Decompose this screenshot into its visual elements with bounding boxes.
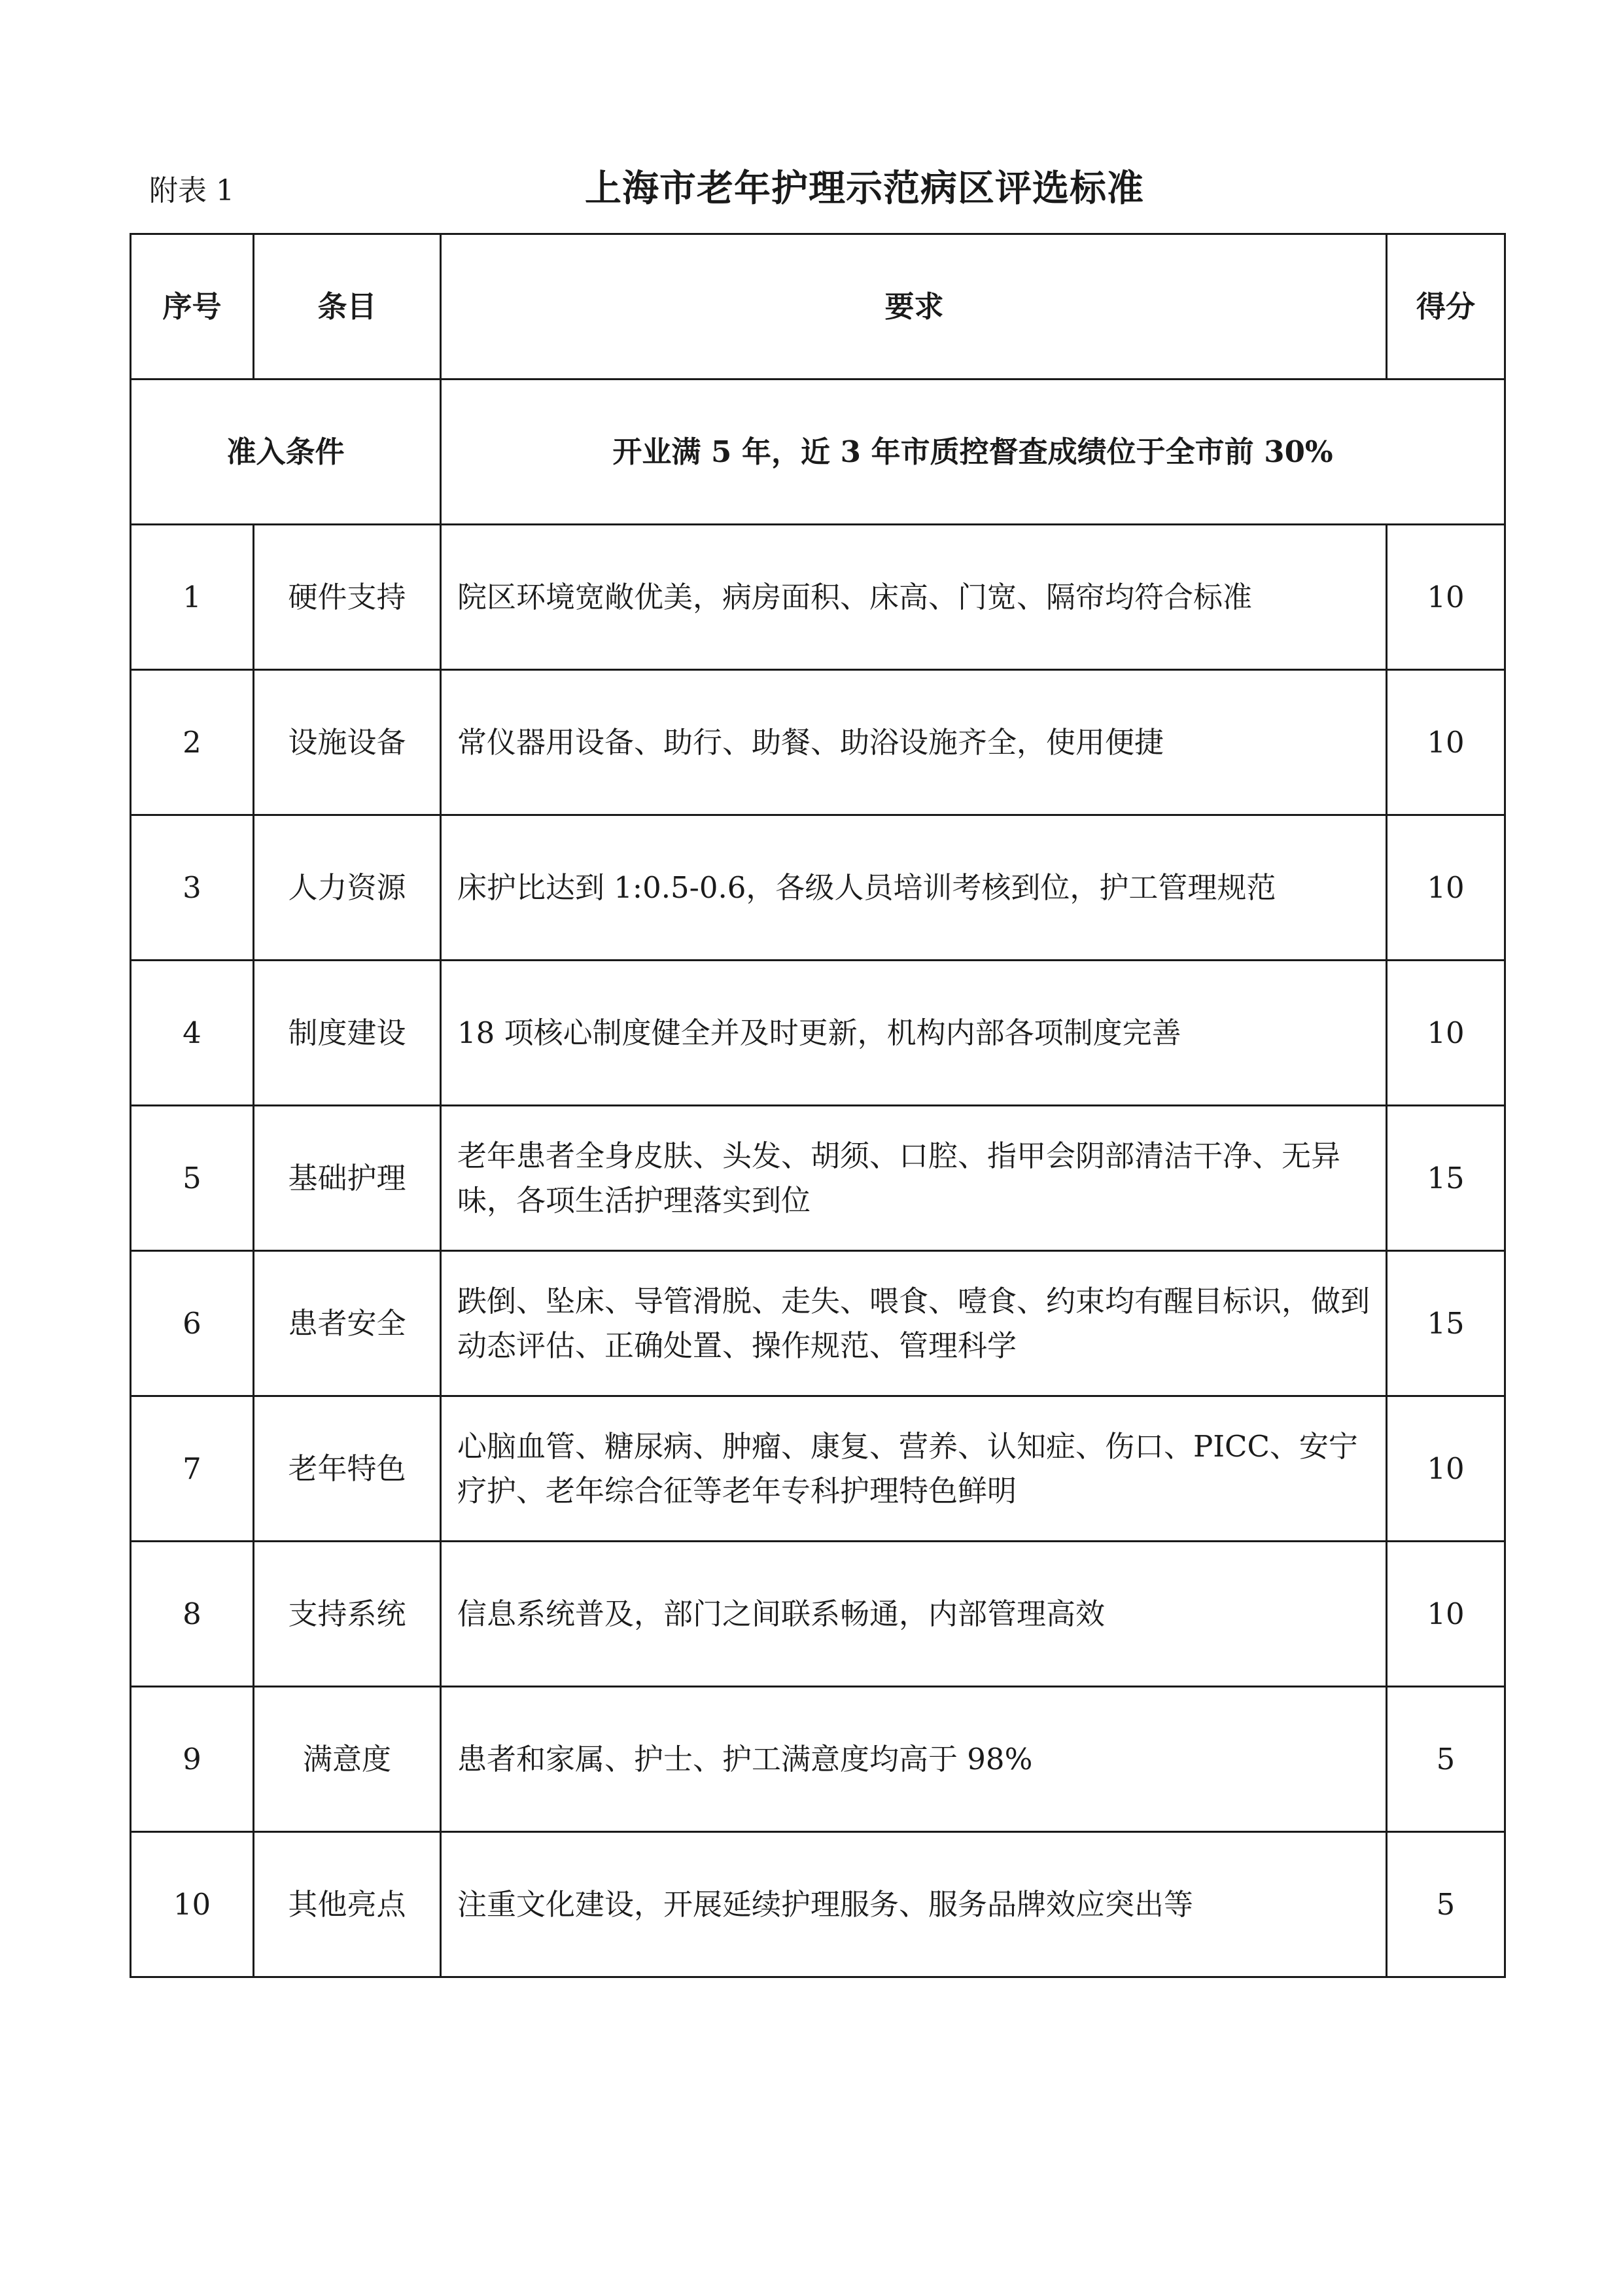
row-number: 6 xyxy=(131,1251,254,1396)
annex-label: 附表 1 xyxy=(149,174,234,207)
row-number: 10 xyxy=(131,1832,254,1977)
row-item: 制度建设 xyxy=(254,961,441,1106)
row-score: 10 xyxy=(1387,525,1505,670)
row-score: 15 xyxy=(1387,1106,1505,1251)
row-score: 10 xyxy=(1387,1396,1505,1542)
row-number: 1 xyxy=(131,525,254,670)
row-item: 人力资源 xyxy=(254,815,441,961)
row-item: 硬件支持 xyxy=(254,525,441,670)
header-requirement: 要求 xyxy=(441,234,1387,380)
entry-condition-row xyxy=(131,380,1505,525)
document-title: 上海市老年护理示范病区评选标准 xyxy=(585,167,1144,210)
row-number: 5 xyxy=(131,1106,254,1251)
row-number: 4 xyxy=(131,961,254,1106)
entry-condition-text: 开业满 5 年，近 3 年市质控督查成绩位于全市前 30% xyxy=(441,380,1505,525)
row-score: 10 xyxy=(1387,1542,1505,1687)
row-requirement: 信息系统普及，部门之间联系畅通，内部管理高效 xyxy=(441,1542,1387,1687)
table-row xyxy=(131,670,1505,815)
row-requirement: 床护比达到 1:0.5-0.6，各级人员培训考核到位，护工管理规范 xyxy=(441,815,1387,961)
row-score: 5 xyxy=(1387,1832,1505,1977)
table-row xyxy=(131,815,1505,961)
entry-condition-label: 准入条件 xyxy=(131,380,441,525)
row-number: 3 xyxy=(131,815,254,961)
row-item: 患者安全 xyxy=(254,1251,441,1396)
criteria-table xyxy=(130,233,1506,1978)
row-number: 9 xyxy=(131,1687,254,1832)
row-requirement: 院区环境宽敞优美，病房面积、床高、门宽、隔帘均符合标准 xyxy=(441,525,1387,670)
row-item: 设施设备 xyxy=(254,670,441,815)
row-requirement: 患者和家属、护士、护工满意度均高于 98% xyxy=(441,1687,1387,1832)
row-score: 10 xyxy=(1387,961,1505,1106)
row-requirement: 注重文化建设，开展延续护理服务、服务品牌效应突出等 xyxy=(441,1832,1387,1977)
row-requirement: 跌倒、坠床、导管滑脱、走失、喂食、噎食、约束均有醒目标识，做到动态评估、正确处置、操作规范、管理科学 xyxy=(441,1251,1387,1396)
row-score: 5 xyxy=(1387,1687,1505,1832)
row-number: 7 xyxy=(131,1396,254,1542)
table-row xyxy=(131,1251,1505,1396)
row-score: 10 xyxy=(1387,815,1505,961)
row-requirement: 18 项核心制度健全并及时更新，机构内部各项制度完善 xyxy=(441,961,1387,1106)
row-number: 2 xyxy=(131,670,254,815)
table-row xyxy=(131,1396,1505,1542)
row-item: 老年特色 xyxy=(254,1396,441,1542)
table-row xyxy=(131,525,1505,670)
row-item: 满意度 xyxy=(254,1687,441,1832)
table-row xyxy=(131,1106,1505,1251)
row-item: 基础护理 xyxy=(254,1106,441,1251)
row-item: 其他亮点 xyxy=(254,1832,441,1977)
row-requirement: 常仪器用设备、助行、助餐、助浴设施齐全，使用便捷 xyxy=(441,670,1387,815)
header-number: 序号 xyxy=(131,234,254,380)
row-item: 支持系统 xyxy=(254,1542,441,1687)
table-row xyxy=(131,1542,1505,1687)
row-score: 15 xyxy=(1387,1251,1505,1396)
row-number: 8 xyxy=(131,1542,254,1687)
row-requirement: 心脑血管、糖尿病、肿瘤、康复、营养、认知症、伤口、PICC、安宁疗护、老年综合征等老年专科护理特色鲜明 xyxy=(441,1396,1387,1542)
row-requirement: 老年患者全身皮肤、头发、胡须、口腔、指甲会阴部清洁干净、无异味，各项生活护理落实到位 xyxy=(441,1106,1387,1251)
row-score: 10 xyxy=(1387,670,1505,815)
table-row xyxy=(131,1687,1505,1832)
table-row xyxy=(131,961,1505,1106)
header-item: 条目 xyxy=(254,234,441,380)
table-row xyxy=(131,1832,1505,1977)
header-score: 得分 xyxy=(1387,234,1505,380)
table-header-row xyxy=(131,234,1505,380)
